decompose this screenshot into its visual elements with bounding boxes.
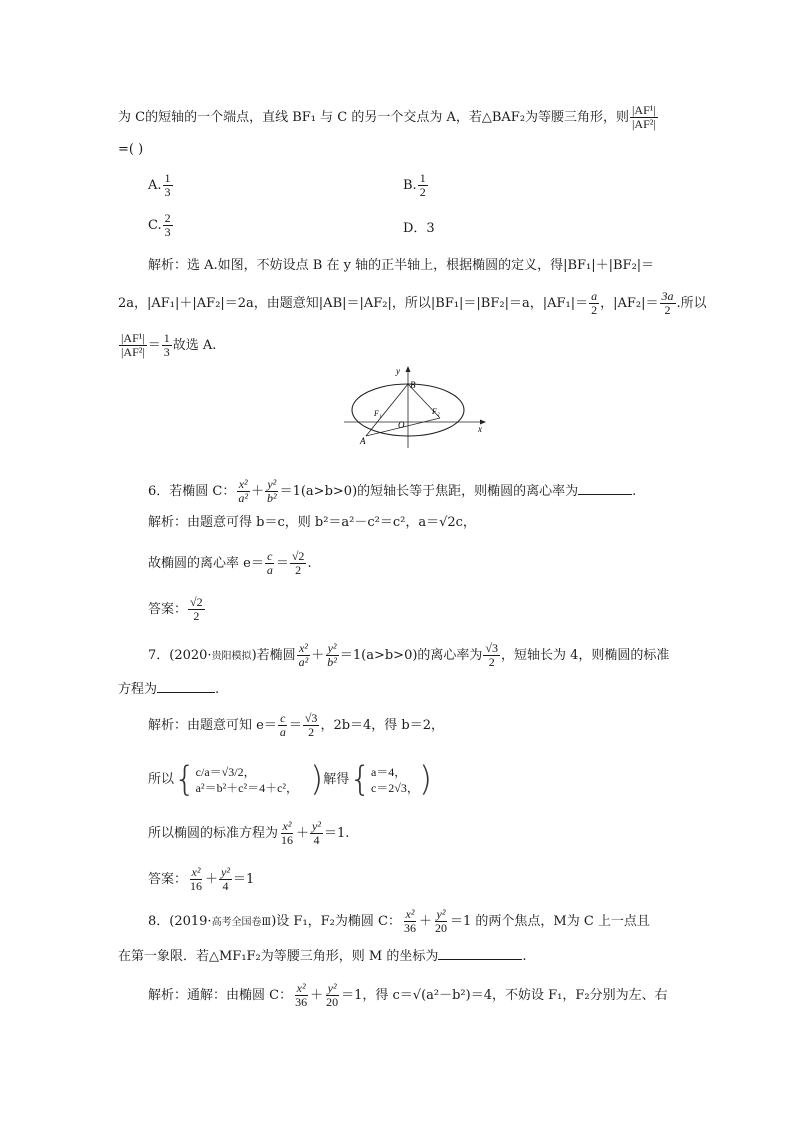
opt-c-den: 3 [164, 225, 171, 239]
q6-stem [148, 478, 636, 505]
q8-stem-line2-text: 在第一象限．若△MF₁F₂为等腰三角形，则 M 的坐标为 [118, 949, 439, 964]
q7-fx-num: x² [282, 819, 292, 833]
label-x: x [478, 424, 482, 434]
opt-c-label: C. [148, 218, 162, 233]
q7-ans-fy-fraction [219, 866, 232, 893]
q6-y-fraction [265, 478, 279, 505]
q7-y-num: y² [327, 641, 337, 655]
q6-e2-num: √2 [291, 549, 305, 563]
right-paren-icon: ) [418, 759, 433, 800]
opt-a-label: A. [148, 178, 162, 193]
sol-ratio-num: |AF¹| [121, 331, 145, 345]
sol-ratio-den: |AF²| [121, 345, 145, 359]
q6-sol-end: . [307, 556, 312, 571]
q7-answer [148, 866, 254, 893]
q5-stem-text: 为 C的短轴的一个端点，直线 BF₁ 与 C 的另一个交点为 A，若△BAF₂为等腰三角形，则 [118, 110, 630, 125]
sol-res-den: 3 [163, 345, 170, 359]
q5-ratio-den: |AF²| [632, 117, 656, 131]
q8-stem-line2 [118, 945, 527, 967]
q7-e-den: 2 [488, 655, 495, 669]
q5-option-d: D．3 [403, 221, 435, 236]
sol-ratio-fraction [119, 332, 147, 359]
q7-sol-eq: ＝ [288, 718, 302, 733]
q7-stem-a: 7．(2020· [148, 648, 212, 663]
q8-solution-line1 [148, 982, 668, 1009]
q8-sol-y-den: 20 [326, 995, 339, 1009]
q7-e-num: √3 [485, 641, 499, 655]
q8-source: 高考全国卷Ⅲ [211, 917, 272, 928]
ellipse-figure [340, 362, 490, 450]
q7-plus: ＋ [311, 648, 325, 663]
left-brace-icon: { [174, 759, 196, 800]
q8-sol-x-num: x² [296, 981, 306, 995]
q7-sol-line3-end: ＝1. [323, 826, 350, 841]
q7-system1-eq1: c/a＝√3/2， [195, 764, 256, 779]
q7-answer-end: ＝1 [232, 872, 255, 887]
q7-solution-system [148, 760, 432, 800]
q6-e-num: c [267, 549, 273, 563]
q6-answer-label: 答案： [148, 602, 188, 617]
label-f2: F₂ [432, 407, 440, 416]
opt-a-fraction [163, 172, 173, 199]
sol-end: 故选 A. [172, 338, 217, 353]
right-paren-icon: ) [310, 759, 324, 800]
q8-plus: ＋ [418, 914, 432, 929]
sol-af2-den: 2 [664, 303, 671, 317]
q7-solution-line1 [148, 712, 444, 739]
label-y: y [396, 366, 400, 376]
q7-fx-den: 16 [281, 833, 294, 847]
q7-fy-den: 4 [313, 833, 320, 847]
q8-stem-line2-end: . [522, 949, 527, 964]
q5-solution-line1: 解析：选 A.如图，不妨设点 B 在 y 轴的正半轴上，根据椭圆的定义，得|BF₁|＋|BF₂|＝ [148, 258, 655, 273]
q7-x-num: x² [298, 641, 308, 655]
q7-system2-eq1: a＝4， [370, 764, 407, 779]
q7-x-fraction [297, 642, 311, 669]
label-b: B [410, 380, 416, 390]
q8-sol-x-fraction [293, 982, 309, 1009]
q6-answer-den: 2 [193, 609, 200, 623]
q6-x-fraction [236, 478, 250, 505]
q7-e-fraction [483, 642, 500, 669]
sol-af1-den: 2 [591, 303, 598, 317]
q7-stem-line2 [118, 678, 219, 700]
q5-solution-line2 [118, 290, 707, 317]
q8-stem-a: 8．(2019· [148, 914, 212, 929]
q8-answer-blank [438, 945, 522, 960]
q7-y-fraction [325, 642, 339, 669]
label-o: O [398, 420, 405, 430]
q7-sol-c-fraction [278, 712, 288, 739]
opt-b-den: 2 [419, 185, 426, 199]
q7-sol-text-a: 解析：由题意可知 e＝ [148, 718, 277, 733]
sol-line2-text-a: 2a，|AF₁|＋|AF₂|＝2a，由题意知|AB|＝|AF₂|，所以|BF₁|＝|BF₂|＝a，|AF₁|＝ [118, 296, 589, 311]
q5-solution-line3 [118, 332, 216, 359]
label-a: A [360, 436, 366, 446]
q6-stem-end: . [632, 484, 637, 499]
q7-ans-fx-den: 16 [190, 879, 203, 893]
q7-stem-c: ＝1(a>b>0)的离心率为 [339, 648, 483, 663]
q5-option-a [148, 172, 174, 199]
q7-fy-fraction [310, 820, 323, 847]
q6-x-num: x² [238, 477, 248, 491]
q5-stem-line [118, 104, 659, 131]
sol-eq: ＝ [147, 338, 161, 353]
q6-stem-a: 6．若椭圆 C： [148, 484, 236, 499]
q8-stem-b: )设 F₁，F₂为椭圆 C： [271, 914, 401, 929]
q6-e-fraction [265, 550, 275, 577]
q6-e2-fraction [290, 550, 307, 577]
q7-stem-b: )若椭圆 [251, 648, 296, 663]
q5-ratio-num: |AF¹| [632, 103, 656, 117]
q6-y-num: y² [267, 477, 277, 491]
q7-answer-label: 答案： [148, 872, 188, 887]
q7-sol-get: 解得 [323, 772, 350, 787]
q7-source: 贵阳模拟 [211, 651, 252, 662]
q8-stem-c: ＝1 的两个焦点，M为 C 上一点且 [449, 914, 650, 929]
q6-solution-line1: 解析：由题意可得 b＝c，则 b²＝a²－c²＝c²，a＝√2c， [148, 515, 476, 530]
q5-paren: =( ) [118, 142, 144, 157]
q7-sol-r-fraction [303, 712, 320, 739]
q7-ans-fy-den: 4 [222, 879, 229, 893]
sol-line2-text-b: ，|AF₂|＝ [600, 296, 659, 311]
opt-a-den: 3 [164, 185, 171, 199]
q6-e-den: a [266, 563, 273, 577]
q7-y-den: b² [327, 655, 337, 669]
q8-sol-text-a: 解析：通解：由椭圆 C： [148, 988, 293, 1003]
left-brace-icon: { [349, 759, 371, 800]
q8-y-den: 20 [434, 921, 447, 935]
q7-answer-blank [157, 678, 215, 693]
q7-system2-eq2: c＝2√3， [370, 780, 419, 795]
q6-answer-num: √2 [190, 595, 203, 609]
q7-system1 [196, 764, 298, 796]
q7-stem-d: ，短轴长为 4，则椭圆的标准 [501, 648, 670, 663]
q8-x-num: x² [405, 907, 415, 921]
sol-res-num: 1 [163, 331, 170, 345]
q8-y-fraction [433, 908, 449, 935]
sol-af1-fraction [589, 290, 599, 317]
q5-option-c [148, 212, 174, 239]
q6-y-den: b² [266, 491, 277, 505]
opt-b-label: B. [403, 178, 417, 193]
q7-stem-line2-text: 方程为 [118, 682, 158, 697]
q7-sol-text-b: ，2b＝4，得 b＝2， [320, 718, 445, 733]
q7-stem-line1 [148, 642, 669, 669]
opt-c-fraction [163, 212, 173, 239]
opt-b-fraction [418, 172, 428, 199]
q7-sol-c-num: c [280, 711, 286, 725]
q8-x-den: 36 [403, 921, 416, 935]
q8-stem-line1 [148, 908, 650, 935]
q5-option-b [403, 172, 429, 199]
q8-sol-x-den: 36 [295, 995, 308, 1009]
q7-sol-plus: ＋ [296, 826, 310, 841]
q8-sol-y-num: y² [327, 981, 337, 995]
q7-sol-r-den: 2 [308, 725, 315, 739]
label-f1: F₁ [374, 409, 382, 418]
q7-fy-num: y² [312, 819, 321, 833]
q6-e2-den: 2 [295, 563, 302, 577]
q6-plus: ＋ [250, 484, 264, 499]
q6-answer-fraction [188, 596, 205, 623]
q7-ans-fy-num: y² [221, 865, 230, 879]
opt-c-num: 2 [164, 211, 171, 225]
sol-af1-num: a [591, 289, 598, 303]
q7-sol-line3-text: 所以椭圆的标准方程为 [148, 826, 279, 841]
q6-x-den: a² [238, 491, 248, 505]
q5-ratio-fraction [630, 104, 658, 131]
q8-y-num: y² [436, 907, 446, 921]
q8-sol-text-b: ＝1，得 c＝√(a²－b²)＝4，不妨设 F₁，F₂分别为左、右 [341, 988, 668, 1003]
opt-b-num: 1 [419, 171, 426, 185]
q6-answer-blank [578, 480, 632, 495]
q7-sol-so: 所以 [148, 772, 175, 787]
q6-sol-text: 故椭圆的离心率 e＝ [148, 556, 264, 571]
q6-eq: ＝ [275, 556, 289, 571]
y-axis-arrow [406, 366, 411, 372]
q7-sol-c-den: a [279, 725, 286, 739]
q6-stem-b: ＝1(a>b>0)的短轴长等于焦距，则椭圆的离心率为 [279, 484, 579, 499]
q7-sol-r-num: √3 [304, 711, 318, 725]
q7-ans-plus: ＋ [205, 872, 219, 887]
q8-x-fraction [402, 908, 418, 935]
q7-system1-eq2: a²＝b²＋c²＝4＋c²， [195, 780, 299, 795]
q7-solution-line3 [148, 820, 349, 847]
q7-ans-fx-num: x² [191, 865, 201, 879]
sol-line2-text-c: .所以 [676, 296, 707, 311]
q7-fx-fraction [279, 820, 295, 847]
sol-af2-num: 3a [661, 289, 674, 303]
q8-sol-y-fraction [324, 982, 340, 1009]
opt-a-num: 1 [164, 171, 171, 185]
q7-stem-line2-end: . [215, 682, 220, 697]
q6-solution-line2 [148, 550, 312, 577]
q7-system2 [371, 764, 419, 796]
q7-x-den: a² [298, 655, 309, 669]
sol-af2-fraction [660, 290, 676, 317]
q8-sol-plus: ＋ [310, 988, 324, 1003]
q7-ans-fx-fraction [188, 866, 204, 893]
sol-result-fraction [162, 332, 172, 359]
q6-answer [148, 596, 206, 623]
